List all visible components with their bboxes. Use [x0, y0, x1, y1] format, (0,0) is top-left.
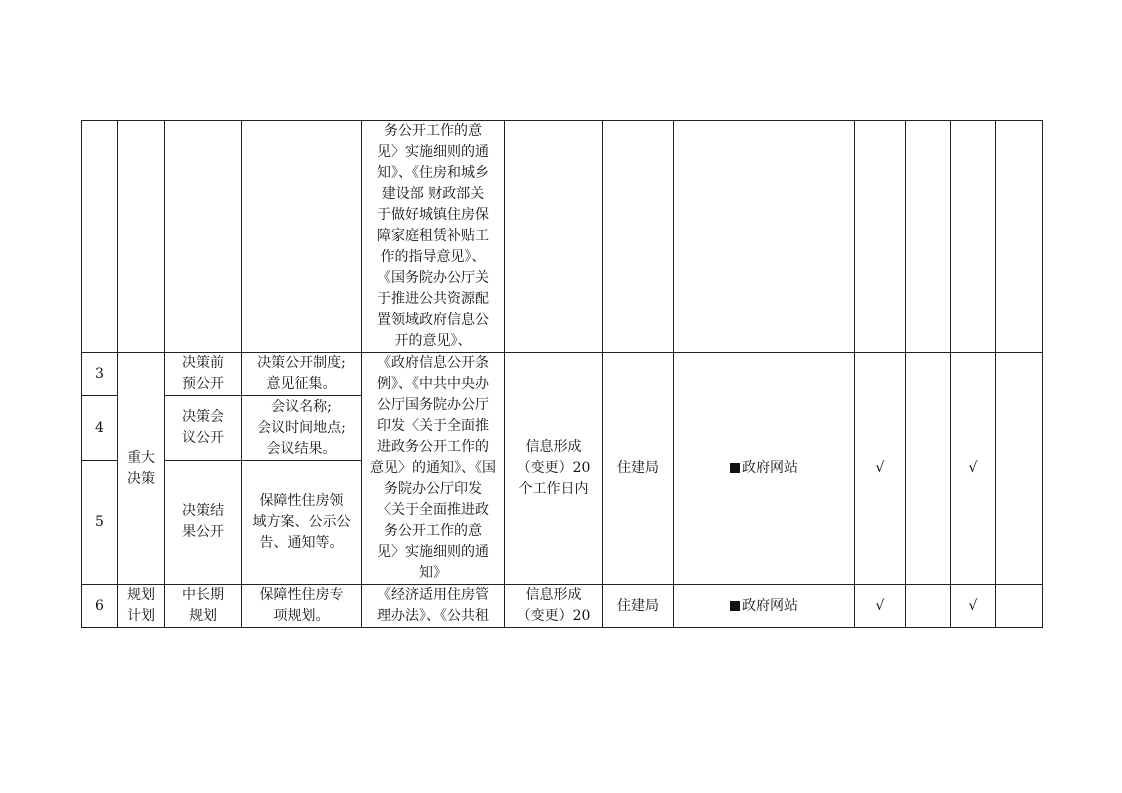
cell-check: √ — [855, 585, 906, 628]
cell-check: √ — [951, 353, 996, 585]
table-row — [82, 353, 1043, 396]
cell-check: √ — [855, 353, 906, 585]
cell-empty — [906, 353, 951, 585]
cell-timeframe: 信息形成 （变更）20 个工作日内 — [505, 353, 603, 585]
cell-number: 4 — [82, 396, 118, 461]
cell-empty — [996, 585, 1043, 628]
cell-basis: 《政府信息公开条 例》、《中共中央办 公厅国务院办公厅 印发〈关于全面推 进政务公开工作的 意见〉的通知》、《国 务院办公厅印发 〈关于全面推进政 务公开工作的意 见〉实施细则的通 知》 — [362, 353, 505, 585]
cell-category: 重大 决策 — [118, 353, 165, 585]
cell-number: 6 — [82, 585, 118, 628]
disclosure-table — [81, 120, 1043, 628]
cell-empty — [603, 121, 674, 353]
cell-channel — [674, 353, 855, 585]
cell-content: 保障性住房领 域方案、公示公 告、通知等。 — [242, 460, 362, 584]
cell-basis: 《经济适用住房管 理办法》、《公共租 — [362, 585, 505, 628]
cell-number: 5 — [82, 460, 118, 584]
cell-empty — [906, 585, 951, 628]
table-row-continuation — [82, 121, 1043, 353]
cell-content: 保障性住房专 项规划。 — [242, 585, 362, 628]
cell-empty — [951, 121, 996, 353]
cell-empty — [118, 121, 165, 353]
cell-subcategory: 决策结 果公开 — [165, 460, 242, 584]
cell-empty — [82, 121, 118, 353]
cell-subcategory: 中长期 规划 — [165, 585, 242, 628]
cell-empty — [996, 121, 1043, 353]
channel-label: 政府网站 — [742, 460, 798, 476]
cell-basis: 务公开工作的意 见〉实施细则的通 知》、《住房和城乡 建设部 财政部关 于做好城镇住房保 障家庭租赁补贴工 作的指导意见》、 《国务院办公厅关 于推进公共资源配 置领域政府信息公 开的意见》、 — [362, 121, 505, 353]
cell-content: 会议名称; 会议时间地点; 会议结果。 — [242, 396, 362, 461]
cell-check: √ — [951, 585, 996, 628]
cell-empty — [505, 121, 603, 353]
cell-empty — [165, 121, 242, 353]
cell-subcategory: 决策会 议公开 — [165, 396, 242, 461]
cell-empty — [906, 121, 951, 353]
cell-empty — [242, 121, 362, 353]
table-row — [82, 585, 1043, 628]
cell-timeframe: 信息形成 （变更）20 — [505, 585, 603, 628]
cell-content: 决策公开制度; 意见征集。 — [242, 353, 362, 396]
cell-subject: 住建局 — [603, 585, 674, 628]
cell-empty — [996, 353, 1043, 585]
cell-channel — [674, 585, 855, 628]
cell-number: 3 — [82, 353, 118, 396]
cell-empty — [855, 121, 906, 353]
cell-subcategory: 决策前 预公开 — [165, 353, 242, 396]
channel-label: 政府网站 — [742, 597, 798, 614]
black-square-icon — [730, 463, 740, 473]
cell-category: 规划 计划 — [118, 585, 165, 628]
cell-subject: 住建局 — [603, 353, 674, 585]
cell-empty — [674, 121, 855, 353]
black-square-icon — [730, 601, 740, 611]
